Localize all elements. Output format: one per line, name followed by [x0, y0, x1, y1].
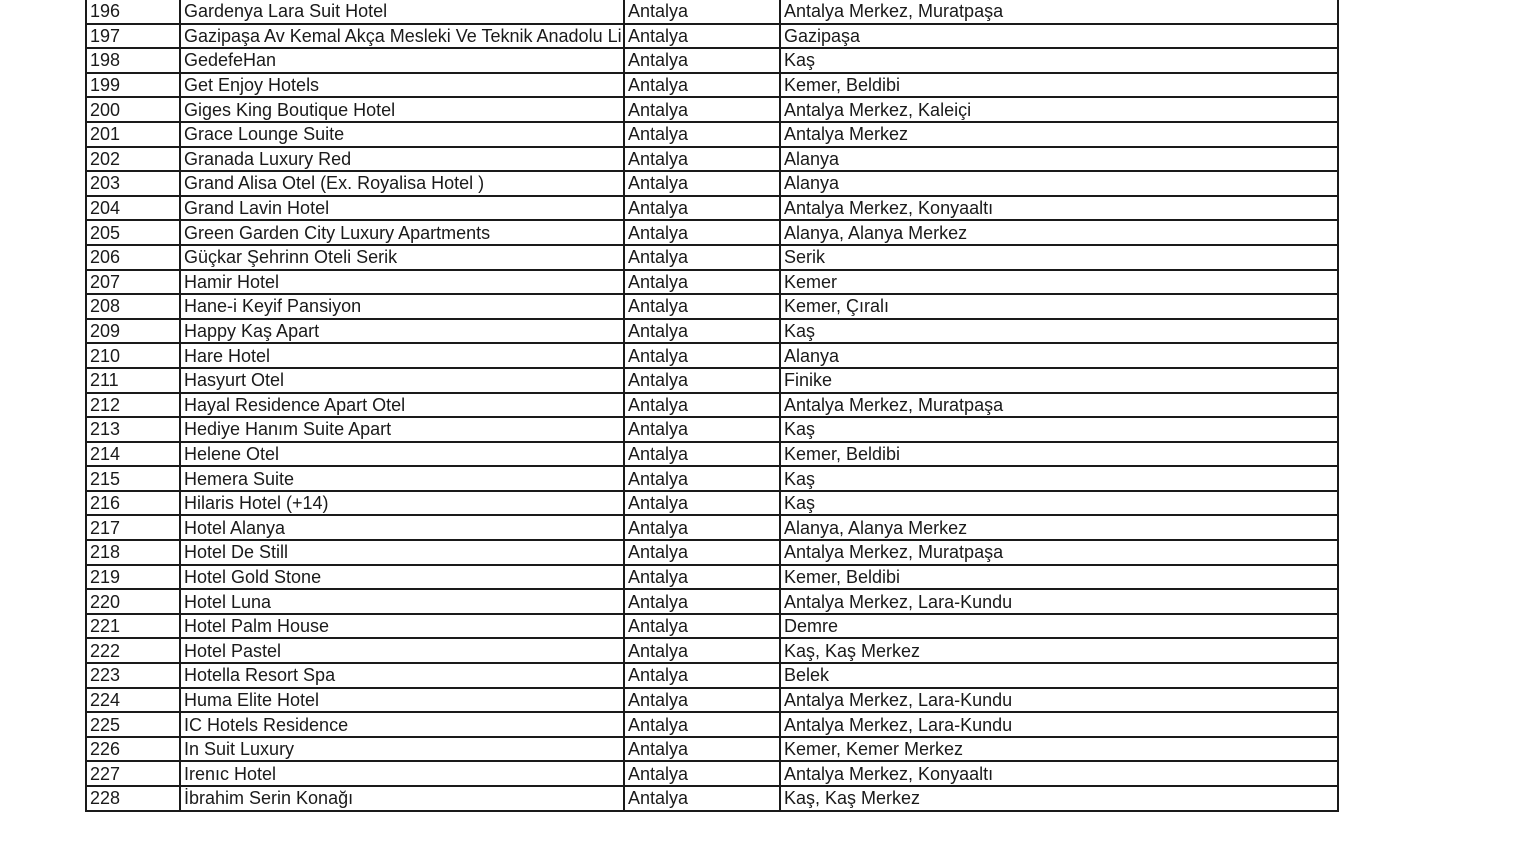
row-number-cell: 222	[86, 638, 180, 663]
district-cell: Alanya, Alanya Merkez	[780, 220, 1338, 245]
row-number-cell: 204	[86, 196, 180, 221]
row-number-cell: 221	[86, 614, 180, 639]
row-number-cell: 201	[86, 122, 180, 147]
city-cell: Antalya	[624, 368, 780, 393]
district-cell: Kemer, Çıralı	[780, 294, 1338, 319]
hotel-name-cell: Helene Otel	[180, 442, 624, 467]
row-number-cell: 217	[86, 515, 180, 540]
district-cell: Kaş, Kaş Merkez	[780, 786, 1338, 811]
district-cell: Kemer, Beldibi	[780, 73, 1338, 98]
table-row	[86, 638, 1338, 663]
row-number-cell: 209	[86, 319, 180, 344]
district-cell: Antalya Merkez, Lara-Kundu	[780, 712, 1338, 737]
hotel-name-cell: Hotel Luna	[180, 589, 624, 614]
table-row	[86, 565, 1338, 590]
district-cell: Demre	[780, 614, 1338, 639]
table-row	[86, 540, 1338, 565]
district-cell: Kaş, Kaş Merkez	[780, 638, 1338, 663]
row-number-cell: 198	[86, 48, 180, 73]
city-cell: Antalya	[624, 565, 780, 590]
table-row	[86, 73, 1338, 98]
table-row	[86, 171, 1338, 196]
hotel-name-cell: Güçkar Şehrinn Oteli Serik	[180, 245, 624, 270]
city-cell: Antalya	[624, 319, 780, 344]
city-cell: Antalya	[624, 761, 780, 786]
district-cell: Serik	[780, 245, 1338, 270]
hotel-list-table	[85, 0, 1339, 812]
city-cell: Antalya	[624, 393, 780, 418]
table-row	[86, 147, 1338, 172]
city-cell: Antalya	[624, 196, 780, 221]
row-number-cell: 202	[86, 147, 180, 172]
table-row	[86, 688, 1338, 713]
table-row	[86, 24, 1338, 49]
hotel-name-cell: Hotella Resort Spa	[180, 663, 624, 688]
row-number-cell: 224	[86, 688, 180, 713]
city-cell: Antalya	[624, 663, 780, 688]
city-cell: Antalya	[624, 122, 780, 147]
city-cell: Antalya	[624, 417, 780, 442]
hotel-name-cell: Green Garden City Luxury Apartments	[180, 220, 624, 245]
district-cell: Alanya	[780, 147, 1338, 172]
district-cell: Gazipaşa	[780, 24, 1338, 49]
table-row	[86, 737, 1338, 762]
table-row	[86, 761, 1338, 786]
district-cell: Kaş	[780, 48, 1338, 73]
table-row	[86, 319, 1338, 344]
hotel-name-cell: Grand Alisa Otel (Ex. Royalisa Hotel )	[180, 171, 624, 196]
city-cell: Antalya	[624, 786, 780, 811]
row-number-cell: 200	[86, 97, 180, 122]
row-number-cell: 211	[86, 368, 180, 393]
row-number-cell: 228	[86, 786, 180, 811]
district-cell: Antalya Merkez, Muratpaşa	[780, 393, 1338, 418]
district-cell: Antalya Merkez	[780, 122, 1338, 147]
table-row	[86, 368, 1338, 393]
district-cell: Antalya Merkez, Lara-Kundu	[780, 688, 1338, 713]
city-cell: Antalya	[624, 147, 780, 172]
city-cell: Antalya	[624, 73, 780, 98]
row-number-cell: 203	[86, 171, 180, 196]
row-number-cell: 218	[86, 540, 180, 565]
hotel-name-cell: Hotel De Still	[180, 540, 624, 565]
city-cell: Antalya	[624, 0, 780, 24]
district-cell: Antalya Merkez, Kaleiçi	[780, 97, 1338, 122]
district-cell: Antalya Merkez, Konyaaltı	[780, 761, 1338, 786]
row-number-cell: 226	[86, 737, 180, 762]
hotel-name-cell: Hemera Suite	[180, 466, 624, 491]
hotel-name-cell: Grand Lavin Hotel	[180, 196, 624, 221]
table-row	[86, 220, 1338, 245]
hotel-name-cell: Hotel Palm House	[180, 614, 624, 639]
hotel-name-cell: Hotel Pastel	[180, 638, 624, 663]
city-cell: Antalya	[624, 270, 780, 295]
hotel-name-cell: Hotel Alanya	[180, 515, 624, 540]
row-number-cell: 216	[86, 491, 180, 516]
row-number-cell: 223	[86, 663, 180, 688]
city-cell: Antalya	[624, 614, 780, 639]
city-cell: Antalya	[624, 515, 780, 540]
table-row	[86, 196, 1338, 221]
hotel-name-cell: Granada Luxury Red	[180, 147, 624, 172]
hotel-name-cell: Hane-i Keyif Pansiyon	[180, 294, 624, 319]
table-row	[86, 294, 1338, 319]
city-cell: Antalya	[624, 442, 780, 467]
row-number-cell: 199	[86, 73, 180, 98]
row-number-cell: 213	[86, 417, 180, 442]
district-cell: Alanya	[780, 343, 1338, 368]
district-cell: Antalya Merkez, Konyaaltı	[780, 196, 1338, 221]
district-cell: Kaş	[780, 417, 1338, 442]
row-number-cell: 197	[86, 24, 180, 49]
hotel-name-cell: In Suit Luxury	[180, 737, 624, 762]
table-row	[86, 48, 1338, 73]
table-row	[86, 442, 1338, 467]
hotel-name-cell: Giges King Boutique Hotel	[180, 97, 624, 122]
city-cell: Antalya	[624, 491, 780, 516]
hotel-name-cell: Hediye Hanım Suite Apart	[180, 417, 624, 442]
row-number-cell: 227	[86, 761, 180, 786]
city-cell: Antalya	[624, 97, 780, 122]
table-row	[86, 245, 1338, 270]
district-cell: Finike	[780, 368, 1338, 393]
row-number-cell: 207	[86, 270, 180, 295]
city-cell: Antalya	[624, 294, 780, 319]
district-cell: Kemer	[780, 270, 1338, 295]
district-cell: Kaş	[780, 319, 1338, 344]
district-cell: Kaş	[780, 466, 1338, 491]
district-cell: Antalya Merkez, Muratpaşa	[780, 540, 1338, 565]
hotel-name-cell: GedefeHan	[180, 48, 624, 73]
table-row	[86, 343, 1338, 368]
row-number-cell: 208	[86, 294, 180, 319]
hotel-name-cell: Gardenya Lara Suit Hotel	[180, 0, 624, 24]
district-cell: Belek	[780, 663, 1338, 688]
row-number-cell: 212	[86, 393, 180, 418]
row-number-cell: 219	[86, 565, 180, 590]
row-number-cell: 210	[86, 343, 180, 368]
city-cell: Antalya	[624, 638, 780, 663]
row-number-cell: 225	[86, 712, 180, 737]
district-cell: Kemer, Kemer Merkez	[780, 737, 1338, 762]
district-cell: Alanya, Alanya Merkez	[780, 515, 1338, 540]
hotel-name-cell: Get Enjoy Hotels	[180, 73, 624, 98]
hotel-name-cell: Huma Elite Hotel	[180, 688, 624, 713]
table-row	[86, 466, 1338, 491]
city-cell: Antalya	[624, 466, 780, 491]
hotel-list-body	[86, 0, 1338, 811]
hotel-name-cell: Happy Kaş Apart	[180, 319, 624, 344]
city-cell: Antalya	[624, 220, 780, 245]
city-cell: Antalya	[624, 48, 780, 73]
hotel-name-cell: Hayal Residence Apart Otel	[180, 393, 624, 418]
district-cell: Antalya Merkez, Lara-Kundu	[780, 589, 1338, 614]
table-row	[86, 786, 1338, 811]
table-row	[86, 491, 1338, 516]
city-cell: Antalya	[624, 171, 780, 196]
table-row	[86, 0, 1338, 24]
city-cell: Antalya	[624, 245, 780, 270]
table-row	[86, 663, 1338, 688]
row-number-cell: 215	[86, 466, 180, 491]
district-cell: Alanya	[780, 171, 1338, 196]
district-cell: Antalya Merkez, Muratpaşa	[780, 0, 1338, 24]
city-cell: Antalya	[624, 712, 780, 737]
row-number-cell: 206	[86, 245, 180, 270]
table-row	[86, 515, 1338, 540]
row-number-cell: 196	[86, 0, 180, 24]
table-row	[86, 122, 1338, 147]
row-number-cell: 220	[86, 589, 180, 614]
city-cell: Antalya	[624, 737, 780, 762]
city-cell: Antalya	[624, 688, 780, 713]
row-number-cell: 214	[86, 442, 180, 467]
city-cell: Antalya	[624, 24, 780, 49]
district-cell: Kemer, Beldibi	[780, 565, 1338, 590]
table-row	[86, 589, 1338, 614]
hotel-name-cell: Grace Lounge Suite	[180, 122, 624, 147]
table-row	[86, 417, 1338, 442]
hotel-name-cell: Hamir Hotel	[180, 270, 624, 295]
city-cell: Antalya	[624, 540, 780, 565]
hotel-name-cell: Hasyurt Otel	[180, 368, 624, 393]
table-row	[86, 712, 1338, 737]
city-cell: Antalya	[624, 589, 780, 614]
hotel-name-cell: Hotel Gold Stone	[180, 565, 624, 590]
row-number-cell: 205	[86, 220, 180, 245]
hotel-name-cell: Irenıc Hotel	[180, 761, 624, 786]
hotel-name-cell: İbrahim Serin Konağı	[180, 786, 624, 811]
table-row	[86, 393, 1338, 418]
table-row	[86, 97, 1338, 122]
table-row	[86, 614, 1338, 639]
district-cell: Kaş	[780, 491, 1338, 516]
hotel-name-cell: IC Hotels Residence	[180, 712, 624, 737]
table-row	[86, 270, 1338, 295]
hotel-name-cell: Hilaris Hotel (+14)	[180, 491, 624, 516]
district-cell: Kemer, Beldibi	[780, 442, 1338, 467]
city-cell: Antalya	[624, 343, 780, 368]
hotel-name-cell: Hare Hotel	[180, 343, 624, 368]
hotel-name-cell: Gazipaşa Av Kemal Akça Mesleki Ve Teknik Anadolu Li	[180, 24, 624, 49]
